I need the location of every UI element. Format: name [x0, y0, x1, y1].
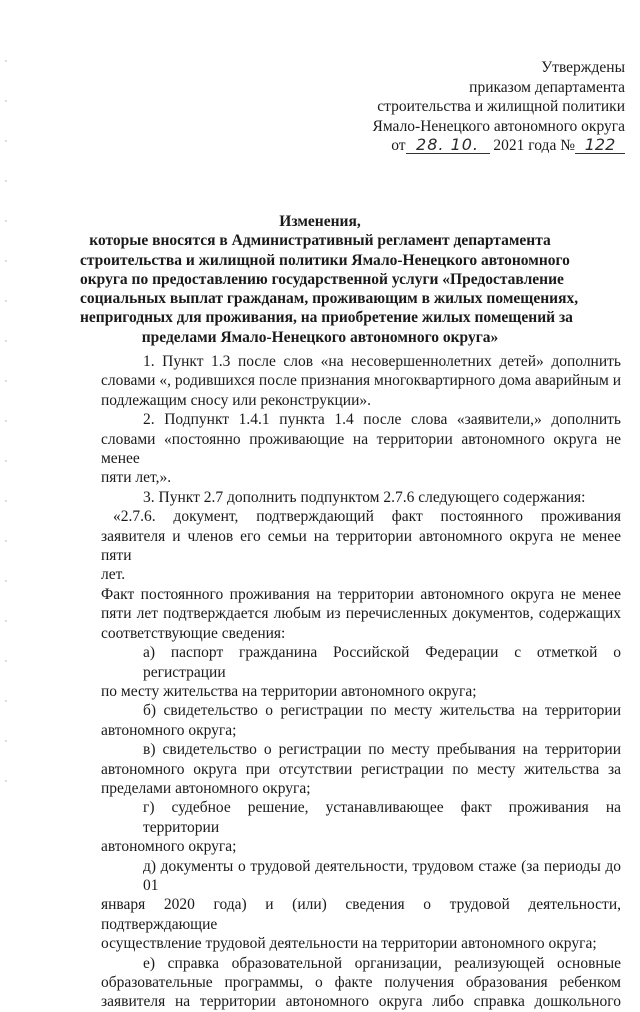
- document-body: [101, 352, 621, 1012]
- body-line: «2.7.6. документ, подтверждающий факт постоянного проживания: [113, 508, 621, 526]
- body-line: соответствующие сведения:: [101, 624, 286, 642]
- body-line: словами «постоянно проживающие на территории автономного округа не менее: [101, 430, 621, 468]
- approval-line-1: Утверждены: [541, 59, 625, 76]
- date-prefix: от: [391, 137, 406, 154]
- document-title: [80, 212, 579, 347]
- title-line: пределами Ямало-Ненецкого автономного округа»: [141, 328, 499, 346]
- title-line: округа по предоставлению государственной услуги «Предоставление: [80, 270, 564, 288]
- body-line: лет.: [101, 566, 126, 584]
- handwritten-date: 28. 10.: [406, 137, 490, 154]
- body-line: 3. Пункт 2.7 дополнить подпунктом 2.7.6 следующего содержания:: [143, 488, 586, 506]
- body-line: подлежащим сносу или реконструкции».: [101, 391, 372, 409]
- scan-edge-marks: [5, 60, 7, 820]
- approval-date-line: [305, 136, 625, 156]
- title-line: которые вносятся в Административный регламент департамента: [89, 232, 551, 250]
- title-line: социальных выплат гражданам, проживающим в жилых помещениях,: [80, 290, 579, 308]
- approval-line-3: строительства и жилищной политики: [377, 98, 625, 115]
- year-text: 2021 года №: [493, 137, 575, 154]
- body-line: е) справка образовательной организации, реализующей основные: [143, 954, 621, 972]
- title-line: Изменения,: [279, 213, 361, 230]
- body-line: пяти лет подтверждается любым из перечисленных документов, содержащих: [101, 605, 621, 623]
- body-line: автономного округа при отсутствии регистрации по месту жительства за: [101, 760, 621, 778]
- body-line: в) свидетельство о регистрации по месту пребывания на территории: [143, 741, 621, 759]
- body-line: Факт постоянного проживания на территории автономного округа не менее: [101, 585, 621, 603]
- body-line: пяти лет,».: [101, 469, 172, 487]
- body-line: января 2020 года) и (или) сведения о трудовой деятельности, подтверждающие: [101, 896, 621, 933]
- body-line: автономного округа;: [101, 838, 237, 856]
- body-line: заявителя на территории автономного округа либо справка дошкольного: [101, 993, 621, 1011]
- body-line: 2. Подпункт 1.4.1 пункта 1.4 после слова «заявители,» дополнить: [143, 411, 621, 429]
- body-line: автономного округа;: [101, 721, 237, 739]
- body-line: д) документы о трудовой деятельности, трудовом стаже (за периоды до 01: [143, 857, 621, 894]
- body-line: пределами автономного округа;: [101, 779, 311, 797]
- body-line: по месту жительства на территории автономного округа;: [101, 682, 477, 700]
- body-line: осуществление трудовой деятельности на территории автономного округа;: [101, 935, 597, 953]
- body-line: а) паспорт гражданина Российской Федерации с отметкой о регистрации: [143, 644, 621, 681]
- approval-stamp-block: [305, 58, 625, 156]
- body-line: заявителя и членов его семьи на территории автономного округа не менее пяти: [101, 527, 621, 565]
- body-line: г) судебное решение, устанавливающее факт проживания на территории: [143, 799, 621, 836]
- body-line: б) свидетельство о регистрации по месту жительства на территории: [143, 702, 621, 720]
- body-line: словами «, родившихся после признания многоквартирного дома аварийным и: [101, 372, 621, 390]
- handwritten-order-number: 122: [575, 137, 625, 154]
- title-line: непригодных для проживания, на приобретение жилых помещений за: [80, 309, 573, 327]
- approval-line-2: приказом департамента: [469, 78, 625, 96]
- approval-line-4: Ямало-Ненецкого автономного округа: [372, 117, 625, 135]
- body-line: 1. Пункт 1.3 после слов «на несовершеннолетних детей» дополнить: [143, 353, 621, 370]
- title-line: строительства и жилищной политики Ямало-Ненецкого автономного: [80, 251, 570, 269]
- body-line: образовательные программы, о факте получения образования ребенком: [101, 974, 621, 991]
